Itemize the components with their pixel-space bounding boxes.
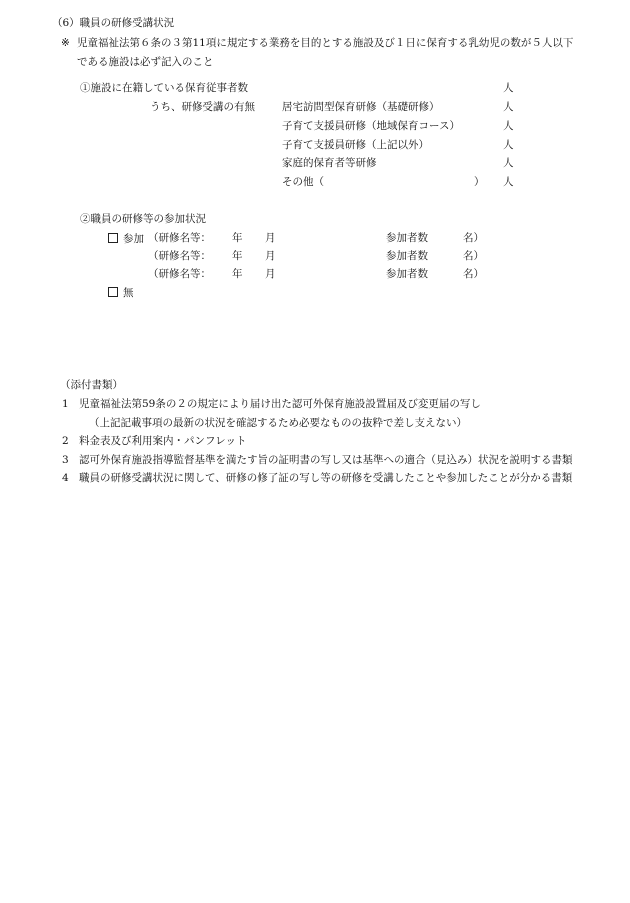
participation-row-year: 年 <box>232 268 243 280</box>
training-unit: 人 <box>503 139 514 151</box>
attachment-text: 職員の研修受講状況に関して、研修の修了証の写し等の研修を受講したことや参加したことが分かる書類 <box>79 472 573 484</box>
training-item: 子育て支援員研修（上記以外） <box>282 139 429 151</box>
participation-no-label: 無 <box>123 287 134 299</box>
training-sub-label: うち、研修受講の有無 <box>150 101 255 113</box>
attachments-heading: （添付書類） <box>60 379 123 391</box>
participation-row-name: （研修名等： <box>148 250 211 262</box>
participation-row-year: 年 <box>232 232 243 244</box>
participation-row-count-unit: 名） <box>463 268 484 280</box>
training-item: 居宅訪問型保育研修（基礎研修） <box>282 101 440 113</box>
note-mark: ※ <box>61 37 70 49</box>
participation-row-count-unit: 名） <box>463 250 484 262</box>
attachment-num: 1 <box>62 398 69 410</box>
staff-heading: ①施設に在籍している保育従事者数 <box>80 82 248 94</box>
participation-yes <box>108 233 144 245</box>
participation-row-count-label: 参加者数 <box>386 232 428 244</box>
attachment-num: 2 <box>62 435 69 447</box>
training-unit: 人 <box>503 176 514 188</box>
participation-yes-checkbox[interactable] <box>108 233 118 243</box>
participation-row-count-unit: 名） <box>463 232 484 244</box>
participation-row-month: 月 <box>265 268 276 280</box>
participation-no <box>108 287 134 299</box>
attachment-subtext: （上記記載事項の最新の状況を確認するため必要なものの抜粋で差し支えない） <box>89 417 467 429</box>
participation-no-checkbox[interactable] <box>108 287 118 297</box>
training-item: その他（ <box>282 176 324 188</box>
staff-unit: 人 <box>503 82 514 94</box>
participation-yes-label: 参加 <box>123 233 144 245</box>
participation-row-month: 月 <box>265 250 276 262</box>
training-unit: 人 <box>503 101 514 113</box>
training-other-close: ） <box>474 176 485 188</box>
attachment-num: 3 <box>62 454 69 466</box>
participation-row-year: 年 <box>232 250 243 262</box>
section-title: （6）職員の研修受講状況 <box>52 17 175 29</box>
attachment-text: 料金表及び利用案内・パンフレット <box>79 435 247 447</box>
note-line-1: 児童福祉法第６条の３第11項に規定する業務を目的とする施設及び１日に保育する乳幼児の数が５人以下 <box>77 37 574 49</box>
training-item: 家庭的保育者等研修 <box>282 157 377 169</box>
participation-row-month: 月 <box>265 232 276 244</box>
participation-row-name: （研修名等： <box>148 232 211 244</box>
participation-heading: ②職員の研修等の参加状況 <box>80 213 206 225</box>
participation-row-count-label: 参加者数 <box>386 268 428 280</box>
participation-row-name: （研修名等： <box>148 268 211 280</box>
participation-row-count-label: 参加者数 <box>386 250 428 262</box>
training-item: 子育て支援員研修（地域保育コース） <box>282 120 460 132</box>
note-line-2: である施設は必ず記入のこと <box>77 56 214 68</box>
training-unit: 人 <box>503 157 514 169</box>
attachment-text: 認可外保育施設指導監督基準を満たす旨の証明書の写し又は基準への適合（見込み）状況を説明する書類 <box>79 454 573 466</box>
training-unit: 人 <box>503 120 514 132</box>
attachment-num: 4 <box>62 472 69 484</box>
attachment-text: 児童福祉法第59条の２の規定により届け出た認可外保育施設設置届及び変更届の写し <box>79 398 481 410</box>
